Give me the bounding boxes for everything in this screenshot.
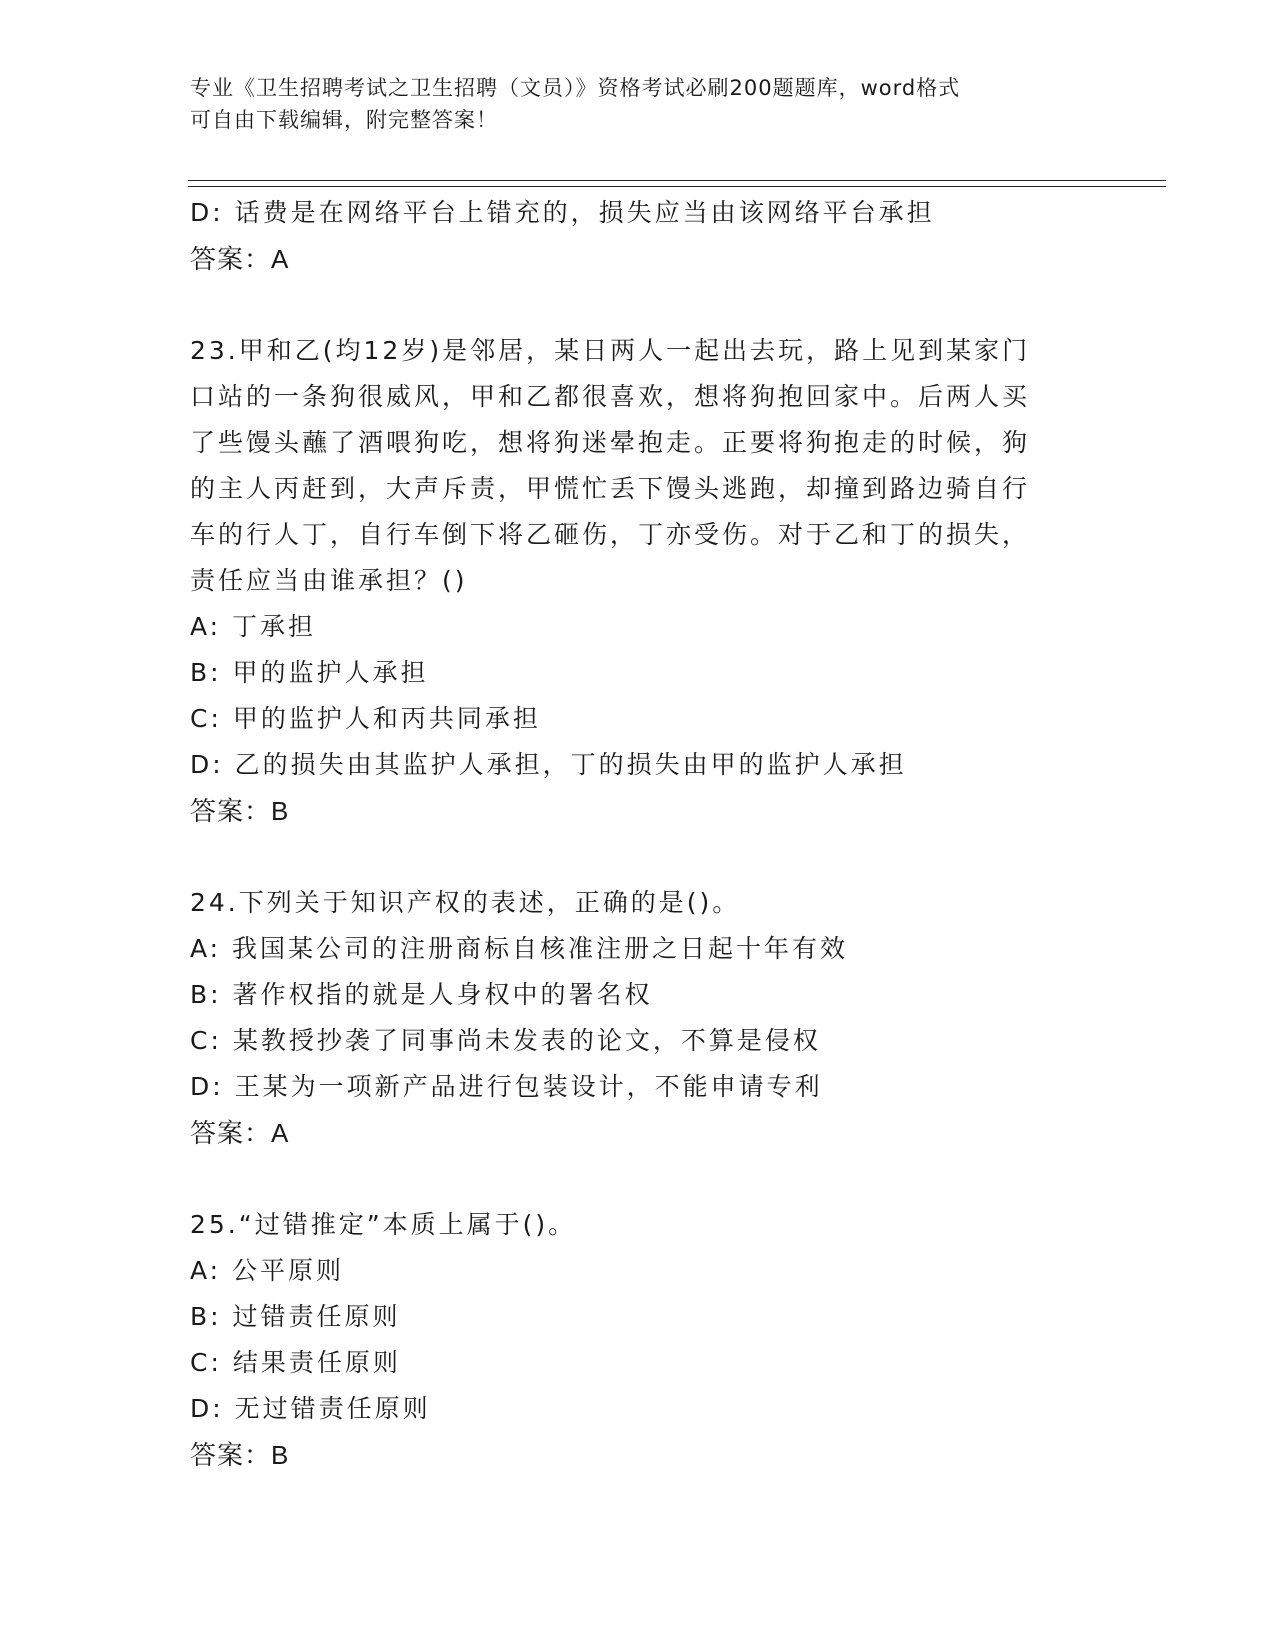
- header-rule-bottom: [188, 186, 1166, 187]
- spacer: [190, 282, 1090, 328]
- question-24-option-c: C: 某教授抄袭了同事尚未发表的论文，不算是侵权: [190, 1026, 821, 1055]
- prev-option-d: D: 话费是在网络平台上错充的，损失应当由该网络平台承担: [190, 198, 935, 227]
- header-line-2: 可自由下载编辑，附完整答案！: [190, 108, 498, 132]
- question-25: [190, 1202, 1090, 1478]
- prev-answer: 答案：A: [190, 244, 290, 274]
- question-23-stem-line-6: 责任应当由谁承担？(): [190, 566, 468, 595]
- document-header: [190, 72, 1090, 136]
- question-24-option-d: D: 王某为一项新产品进行包装设计，不能申请专利: [190, 1072, 823, 1101]
- header-line-1: 专业《卫生招聘考试之卫生招聘（文员）》资格考试必刷200题题库，word格式: [190, 76, 961, 100]
- question-23-stem-line-5: 车的行人丁，自行车倒下将乙砸伤，丁亦受伤。对于乙和丁的损失，: [190, 520, 1031, 549]
- header-rule-top: [188, 180, 1166, 181]
- question-23-stem-line-1: 23.甲和乙(均12岁)是邻居，某日两人一起出去玩，路上见到某家门: [190, 336, 1031, 365]
- question-24-option-a: A: 我国某公司的注册商标自核准注册之日起十年有效: [190, 934, 849, 963]
- question-23-answer: 答案：B: [190, 796, 290, 826]
- question-23-option-b: B: 甲的监护人承担: [190, 658, 429, 687]
- question-25-option-a: A: 公平原则: [190, 1256, 345, 1285]
- question-24-option-b: B: 著作权指的就是人身权中的署名权: [190, 980, 653, 1009]
- question-23-option-a: A: 丁承担: [190, 612, 317, 641]
- spacer: [190, 1156, 1090, 1202]
- question-23-stem-line-3: 了些馒头蘸了酒喂狗吃，想将狗迷晕抱走。正要将狗抱走的时候，狗: [190, 428, 1031, 457]
- question-23-stem-line-2: 口站的一条狗很威风，甲和乙都很喜欢，想将狗抱回家中。后两人买: [190, 382, 1031, 411]
- document-body: [190, 190, 1090, 1478]
- question-25-option-c: C: 结果责任原则: [190, 1348, 401, 1377]
- question-25-option-b: B: 过错责任原则: [190, 1302, 401, 1331]
- question-23-option-c: C: 甲的监护人和丙共同承担: [190, 704, 541, 733]
- spacer: [190, 834, 1090, 880]
- question-24-stem: 24.下列关于知识产权的表述，正确的是()。: [190, 888, 741, 917]
- question-23: [190, 328, 1090, 834]
- question-25-stem: 25.“过错推定”本质上属于()。: [190, 1210, 577, 1239]
- question-25-answer: 答案：B: [190, 1440, 290, 1470]
- question-24-answer: 答案：A: [190, 1118, 290, 1148]
- question-24: [190, 880, 1090, 1156]
- question-23-stem-line-4: 的主人丙赶到，大声斥责，甲慌忙丢下馒头逃跑，却撞到路边骑自行: [190, 474, 1031, 503]
- question-25-option-d: D: 无过错责任原则: [190, 1394, 431, 1423]
- question-23-option-d: D: 乙的损失由其监护人承担，丁的损失由甲的监护人承担: [190, 750, 907, 779]
